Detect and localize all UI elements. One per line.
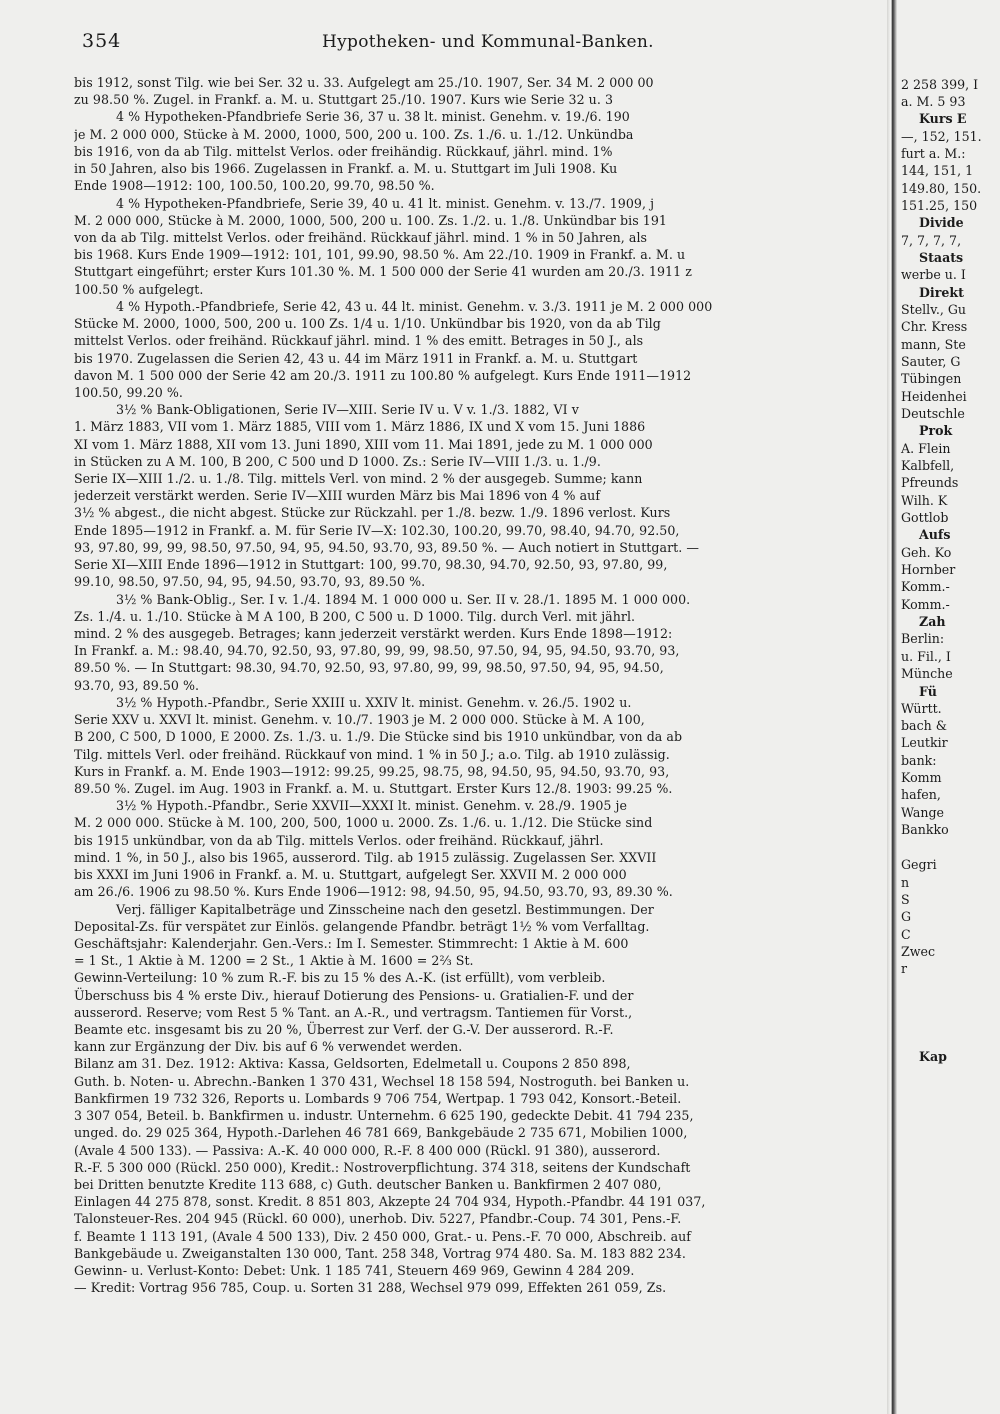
text-line: (Avale 4 500 133). — Passiva: A.-K. 40 000 000, R.-F. 8 400 000 (Rückl. 91 380), ausserord. [74,1142,661,1158]
page-header [82,30,882,60]
text-line: bei Dritten benutzte Kredite 113 688, c) Guth. deutscher Banken u. Bankfirmen 2 407 080, [74,1177,662,1192]
text-line: bis 1915 unkündbar, von da ab Tilg. mittels Verlos. oder freihänd. Rückkauf, jährl. [74,832,604,848]
text-line: Deposital-Zs. für verspätet zur Einlös. gelangende Pfandbr. beträgt 1½ % vom Verfalltag. [74,918,650,934]
main-text-column [74,74,880,1297]
adjacent-text-line: Hornber [901,562,956,577]
text-line: 3½ % Bank-Oblig., Ser. I v. 1./4. 1894 M. 1 000 000 u. Ser. II v. 28./1. 1895 M. 1 000 000. [116,591,691,607]
adjacent-text-line: Staats [919,250,964,265]
text-line: mittelst Verlos. oder freihänd. Rückkauf jährl. mind. 1 % des emitt. Betrages in 50 J., als [74,333,644,349]
adjacent-text-line: r [901,961,908,976]
adjacent-text-line: furt a. M.: [901,146,966,161]
text-line: Serie XI—XIII Ende 1896—1912 in Stuttgart: 100, 99.70, 98.30, 94.70, 92.50, 93, 97.80, 99, [74,557,668,573]
text-line: 3 307 054, Beteil. b. Bankfirmen u. industr. Unternehm. 6 625 190, gedeckte Debit. 41 794 235, [74,1108,694,1124]
adjacent-text-line: werbe u. I [901,267,966,282]
adjacent-text-line: Direkt [919,285,964,300]
text-line: am 26./6. 1906 zu 98.50 %. Kurs Ende 1906—1912: 98, 94.50, 95, 94.50, 93.70, 93, 89.30 %. [74,884,673,900]
text-line: 4 % Hypotheken-Pfandbriefe Serie 36, 37 u. 38 lt. minist. Genehm. v. 19./6. 190 [116,109,630,125]
text-line: Bankfirmen 19 732 326, Reports u. Lombards 9 706 754, Wertpap. 1 793 042, Konsort.-Beteil. [74,1090,682,1106]
text-line: Zs. 1./4. u. 1./10. Stücke à M A 100, B 200, C 500 u. D 1000. Tilg. durch Verl. mit jährl. [74,608,636,624]
adjacent-text-line: Zah [919,614,946,629]
adjacent-text-line: Zwec [901,944,936,959]
adjacent-text-line: Münche [901,666,953,681]
text-line: f. Beamte 1 113 191, (Avale 4 500 133), Div. 2 450 000, Grat.- u. Pens.-F. 70 000, Abschreib. auf [74,1228,692,1244]
text-line: Tilg. mittels Verl. oder freihänd. Rückkauf von mind. 1 % in 50 J.; a.o. Tilg. ab 1910 zulässig. [74,746,670,762]
text-line: Kurs in Frankf. a. M. Ende 1903—1912: 99.25, 99.25, 98.75, 98, 94.50, 95, 94.50, 93.70, 93, [74,763,670,779]
text-line: 3½ % Hypoth.-Pfandbr., Serie XXVII—XXXI lt. minist. Genehm. v. 28./9. 1905 je [116,798,627,814]
text-line: 89.50 %. Zugel. im Aug. 1903 in Frankf. a. M. u. Stuttgart. Erster Kurs 12./8. 1903: 99.25 %. [74,780,673,796]
adjacent-text-line: bank: [901,753,937,768]
adjacent-text-line: S [901,892,910,907]
adjacent-text-line: Kap [919,1049,947,1064]
text-line: jederzeit verstärkt werden. Serie IV—XIII wurden März bis Mai 1896 von 4 % auf [74,488,601,504]
adjacent-text-line: Komm.- [901,579,950,594]
adjacent-text-line: —, 152, 151. [901,129,982,144]
adjacent-text-line: Prok [919,423,953,438]
text-line: bis 1970. Zugelassen die Serien 42, 43 u. 44 im März 1911 in Frankf. a. M. u. Stuttgart [74,350,638,366]
text-line: 100.50 % aufgelegt. [74,281,204,297]
adjacent-text-line: Gottlob [901,510,949,525]
adjacent-text-line: Kalbfell, [901,458,955,473]
text-line: Beamte etc. insgesamt bis zu 20 %, Überrest zur Verf. der G.-V. Der ausserord. R.-F. [74,1022,614,1038]
text-line: 93.70, 93, 89.50 %. [74,677,200,693]
text-line: 3½ % Hypoth.-Pfandbr., Serie XXIII u. XXIV lt. minist. Genehm. v. 26./5. 1902 u. [116,694,632,710]
adjacent-text-line: Aufs [919,527,951,542]
adjacent-text-line: Stellv., Gu [901,302,966,317]
adjacent-text-line: 2 258 399, I [901,77,979,92]
adjacent-page-column [897,0,1000,1414]
text-line: Guth. b. Noten- u. Abrechn.-Banken 1 370 431, Wechsel 18 158 594, Nostroguth. bei Banken u. [74,1073,690,1089]
adjacent-text-line: Bankko [901,822,949,837]
adjacent-text-line: Gegri [901,857,937,872]
text-line: kann zur Ergänzung der Div. bis auf 6 % verwendet werden. [74,1039,463,1055]
text-line: ausserord. Reserve; vom Rest 5 % Tant. an A.-R., und vertragsm. Tantiemen für Vorst., [74,1004,633,1020]
text-line: 100.50, 99.20 %. [74,384,183,400]
adjacent-text-line: Geh. Ko [901,545,952,560]
text-line: mind. 2 % des ausgegeb. Betrages; kann jederzeit verstärkt werden. Kurs Ende 1898—1912: [74,626,673,641]
text-line: bis XXXI im Juni 1906 in Frankf. a. M. u. Stuttgart, aufgelegt Ser. XXVII M. 2 000 000 [74,867,627,883]
text-line: Ende 1895—1912 in Frankf. a. M. für Serie IV—X: 102.30, 100.20, 99.70, 98.40, 94.70, 92.50, [74,522,680,538]
adjacent-text-line: mann, Ste [901,337,966,352]
adjacent-text-line: 149.80, 150. [901,181,982,196]
adjacent-text-line: 151.25, 150 [901,198,978,213]
text-line: 99.10, 98.50, 97.50, 94, 95, 94.50, 93.70, 93, 89.50 %. [74,574,426,590]
adjacent-text-line: C [901,927,911,942]
adjacent-text-line: hafen, [901,787,941,802]
adjacent-text-line: Kurs E [919,111,967,126]
adjacent-text-line: Leutkir [901,735,948,750]
text-line: unged. do. 29 025 364, Hypoth.-Darlehen 46 781 669, Bankgebäude 2 735 671, Mobilien 1000, [74,1125,688,1141]
text-line: bis 1968. Kurs Ende 1909—1912: 101, 101, 99.90, 98.50 %. Am 22./10. 1909 in Frankf. a. M. u [74,247,686,263]
text-line: in 50 Jahren, also bis 1966. Zugelassen in Frankf. a. M. u. Stuttgart im Juli 1908. Ku [74,161,618,177]
text-line: 4 % Hypoth.-Pfandbriefe, Serie 42, 43 u. 44 lt. minist. Genehm. v. 3./3. 1911 je M. 2 000 000 [116,298,713,314]
text-line: Stuttgart eingeführt; erster Kurs 101.30 %. M. 1 500 000 der Serie 41 wurden am 20./3. 1911 z [74,264,692,280]
adjacent-text-line: Württ. [901,701,942,716]
text-line: B 200, C 500, D 1000, E 2000. Zs. 1./3. u. 1./9. Die Stücke sind bis 1910 unkündbar, von da ab [74,729,683,745]
text-line: Gewinn-Verteilung: 10 % zum R.-F. bis zu 15 % des A.-K. (ist erfüllt), vom verbleib. [74,970,606,986]
text-line: Serie XXV u. XXVI lt. minist. Genehm. v. 10./7. 1903 je M. 2 000 000. Stücke à M. A 100, [74,712,645,728]
adjacent-text-line: Tübingen [901,371,962,386]
text-line: 3½ % abgest., die nicht abgest. Stücke zur Rückzahl. per 1./8. bezw. 1./9. 1896 verlost. Kurs [74,505,671,521]
text-line: = 1 St., 1 Aktie à M. 1200 = 2 St., 1 Aktie à M. 1600 = 2⅔ St. [74,953,474,969]
text-line: Talonsteuer-Res. 204 945 (Rückl. 60 000), unerhob. Div. 5227, Pfandbr.-Coup. 74 301, Pens.-F. [74,1211,682,1227]
text-line: von da ab Tilg. mittelst Verlos. oder freihänd. Rückkauf jährl. mind. 1 % in 50 Jahren, als [74,229,648,245]
adjacent-text-line: Berlin: [901,631,945,646]
text-line: davon M. 1 500 000 der Serie 42 am 20./3. 1911 zu 100.80 % aufgelegt. Kurs Ende 1911—1912 [74,367,692,383]
adjacent-text-line: n [901,875,910,890]
adjacent-text-line: Fü [919,684,937,699]
adjacent-text-line: Chr. Kress [901,319,968,334]
text-line: 3½ % Bank-Obligationen, Serie IV—XIII. Serie IV u. V v. 1./3. 1882, VI v [116,402,579,418]
text-line: 89.50 %. — In Stuttgart: 98.30, 94.70, 92.50, 93, 97.80, 99, 99, 98.50, 97.50, 94, 95, 94.50, [74,660,664,676]
adjacent-text-line: Komm [901,770,942,785]
text-line: 1. März 1883, VII vom 1. März 1885, VIII vom 1. März 1886, IX und X vom 15. Juni 1886 [74,419,646,435]
text-line: — Kredit: Vortrag 956 785, Coup. u. Sorten 31 288, Wechsel 979 099, Effekten 261 059, Zs. [74,1280,667,1296]
text-line: 4 % Hypotheken-Pfandbriefe, Serie 39, 40 u. 41 lt. minist. Genehm. v. 13./7. 1909, j [116,195,655,211]
text-line: Verj. fälliger Kapitalbeträge und Zinsscheine nach den gesetzl. Bestimmungen. Der [116,901,654,917]
text-line: R.-F. 5 300 000 (Rückl. 250 000), Kredit.: Nostroverpflichtung. 374 318, seitens der Kundschaft [74,1159,691,1175]
adjacent-text-line: G [901,909,912,924]
adjacent-text-line: a. M. 5 93 [901,94,966,109]
adjacent-text-line: 144, 151, 1 [901,163,974,178]
text-line: bis 1916, von da ab Tilg. mittelst Verlos. oder freihändig. Rückkauf, jährl. mind. 1% [74,143,613,159]
adjacent-text-line: Divide [919,215,964,230]
text-line: Gewinn- u. Verlust-Konto: Debet: Unk. 1 185 741, Steuern 469 969, Gewinn 4 284 209. [74,1263,635,1279]
adjacent-text-line: bach & [901,718,947,733]
text-line: in Stücken zu A M. 100, B 200, C 500 und D 1000. Zs.: Serie IV—VIII 1./3. u. 1./9. [74,453,601,469]
adjacent-text-line: Sauter, G [901,354,961,369]
adjacent-text-line: A. Flein [901,441,951,456]
adjacent-text-line: Wilh. K [901,493,948,508]
page-gutter [887,0,897,1414]
adjacent-text-line: Komm.- [901,597,950,612]
text-line: 93, 97.80, 99, 99, 98.50, 97.50, 94, 95, 94.50, 93.70, 93, 89.50 %. — Auch notiert in Stuttgart. — [74,539,700,555]
text-line: je M. 2 000 000, Stücke à M. 2000, 1000, 500, 200 u. 100. Zs. 1./6. u. 1./12. Unkündba [74,126,634,142]
text-line: M. 2 000 000, Stücke à M. 2000, 1000, 500, 200 u. 100. Zs. 1./2. u. 1./8. Unkündbar bis 191 [74,212,667,228]
adjacent-text-line: 7, 7, 7, 7, [901,233,962,248]
text-line: Ende 1908—1912: 100, 100.50, 100.20, 99.70, 98.50 %. [74,178,435,194]
text-line: Bilanz am 31. Dez. 1912: Aktiva: Kassa, Geldsorten, Edelmetall u. Coupons 2 850 898, [74,1056,631,1072]
running-title: Hypotheken- und Kommunal-Banken. [322,32,654,52]
text-line: Serie IX—XIII 1./2. u. 1./8. Tilg. mittels Verl. von mind. 2 % der ausgegeb. Summe; kann [74,471,643,487]
text-line: In Frankf. a. M.: 98.40, 94.70, 92.50, 93, 97.80, 99, 99, 98.50, 97.50, 94, 95, 94.50, 93.70, 93, [74,643,680,659]
text-line: Stücke M. 2000, 1000, 500, 200 u. 100 Zs. 1/4 u. 1/10. Unkündbar bis 1920, von da ab Tilg [74,316,661,332]
text-line: bis 1912, sonst Tilg. wie bei Ser. 32 u. 33. Aufgelegt am 25./10. 1907, Ser. 34 M. 2 000 00 [74,75,654,90]
adjacent-text-line: Heidenhei [901,389,967,404]
text-line: M. 2 000 000. Stücke à M. 100, 200, 500, 1000 u. 2000. Zs. 1./6. u. 1./12. Die Stücke sind [74,815,653,831]
page-number: 354 [82,30,122,52]
text-line: XI vom 1. März 1888, XII vom 13. Juni 1890, XIII vom 11. Mai 1891, jede zu M. 1 000 000 [74,436,653,452]
adjacent-text-line: Wange [901,805,944,820]
text-line: zu 98.50 %. Zugel. in Frankf. a. M. u. Stuttgart 25./10. 1907. Kurs wie Serie 32 u. 3 [74,92,614,108]
adjacent-text-line: Deutschle [901,406,965,421]
text-line: Überschuss bis 4 % erste Div., hierauf Dotierung des Pensions- u. Gratialien-F. und der [74,987,634,1003]
text-line: Einlagen 44 275 878, sonst. Kredit. 8 851 803, Akzepte 24 704 934, Hypoth.-Pfandbr. 44 191 037, [74,1194,706,1210]
text-line: Bankgebäude u. Zweiganstalten 130 000, Tant. 258 348, Vortrag 974 480. Sa. M. 183 882 234. [74,1245,686,1261]
adjacent-text-line: u. Fil., I [901,649,951,664]
text-line: mind. 1 %, in 50 J., also bis 1965, ausserord. Tilg. ab 1915 zulässig. Zugelassen Ser. XXVII [74,849,657,865]
adjacent-text-line: Pfreunds [901,475,959,490]
text-line: Geschäftsjahr: Kalenderjahr. Gen.-Vers.: Im I. Semester. Stimmrecht: 1 Aktie à M. 600 [74,935,629,951]
